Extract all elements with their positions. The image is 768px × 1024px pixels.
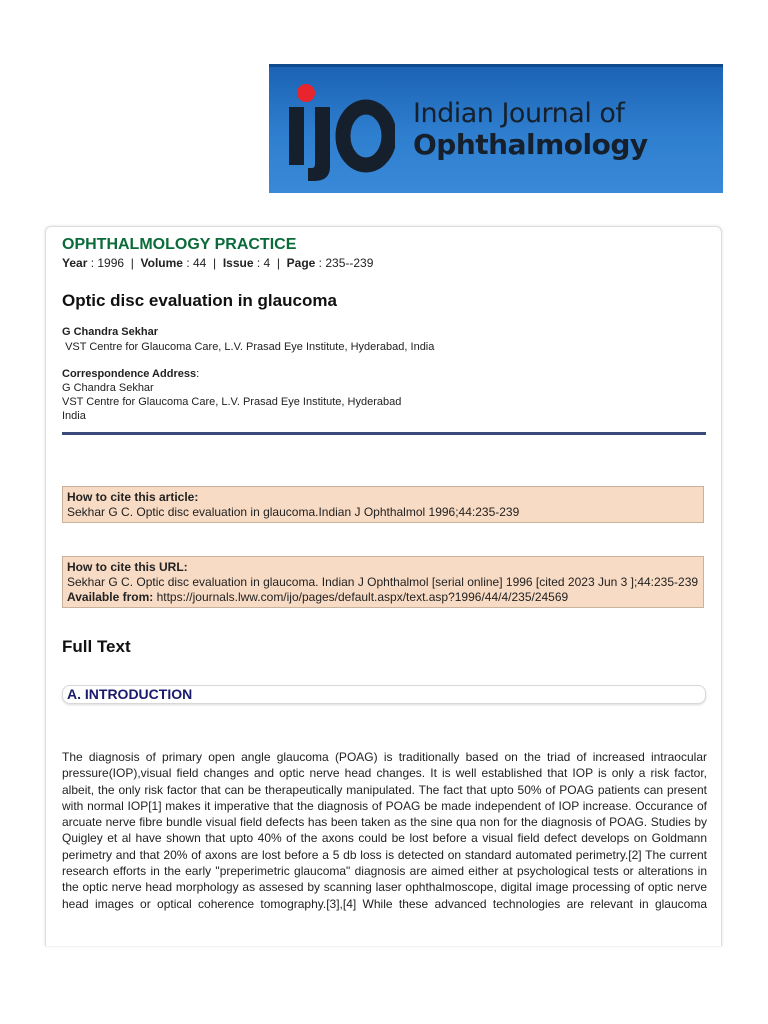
correspondence-name: G Chandra Sekhar (62, 382, 154, 394)
article-body (62, 749, 707, 912)
article-panel (45, 226, 722, 946)
body-line: Quigley et al have shown that upto 40% of the axons could be lost before a visual field defect develops on Goldmann (62, 831, 707, 846)
journal-name-line1: Indian Journal of (413, 98, 625, 129)
body-line: The diagnosis of primary open angle glaucoma (POAG) is traditionally based on the triad of increased intraocular (62, 750, 707, 764)
body-line: with normal IOP[1] makes it imperative that the diagnosis of POAG be made independent of IOP increase. Occurance of (62, 798, 707, 813)
author-affiliation: VST Centre for Glaucoma Care, L.V. Prasad Eye Institute, Hyderabad, India (65, 341, 435, 353)
cite-url-box (62, 556, 704, 608)
correspondence-address-line: VST Centre for Glaucoma Care, L.V. Prasad Eye Institute, Hyderabad (62, 396, 402, 408)
article-section-label: OPHTHALMOLOGY PRACTICE (62, 236, 297, 253)
cite-url-label: How to cite this URL: (67, 560, 188, 574)
body-line: perimetry and that 20% of axons are lost before a 5 db loss is detected on standard automated perimetry.[2] The current (62, 847, 707, 862)
cite-url-text: Sekhar G C. Optic disc evaluation in glaucoma. Indian J Ophthalmol [serial online] 1996 [cited 2023 Jun 3 ];44:235-239 (67, 575, 699, 589)
page-value: 235--239 (325, 256, 374, 270)
cite-article-label: How to cite this article: (67, 490, 199, 504)
cite-url-link[interactable]: https://journals.lww.com/ijo/pages/default.aspx/text.asp?1996/44/4/235/24569 (156, 590, 569, 604)
year-label: Year (62, 256, 88, 270)
section-intro-heading: A. INTRODUCTION (67, 686, 193, 702)
journal-banner[interactable] (269, 64, 723, 193)
volume-value: 44 (193, 256, 207, 270)
cite-article-box (62, 486, 704, 523)
journal-name-line2: Ophthalmology (413, 128, 648, 161)
article-meta: Year : 1996 | Volume : 44 | Issue : 4 | Page : 235--239 (62, 256, 374, 270)
cite-url-available (67, 590, 699, 605)
correspondence-address: Correspondence Address: G Chandra Sekhar VST Centre for Glaucoma Care, L.V. Prasad Eye Institute, Hyderabad India (62, 368, 402, 422)
body-line: head images or optical coherence tomography.[3],[4] While these advanced technologies are relevant in glaucoma (62, 896, 707, 911)
body-line: arcuate nerve fibre bundle visual field defects has been taken as the sine qua non for the diagnosis of POAG. Studies by (62, 815, 707, 830)
available-from-label: Available from: (67, 590, 154, 604)
body-line: albeit, the only risk factor that can be therapeutically manipulated. The fact that upto 50% of POAG patients can present (62, 782, 707, 797)
header-divider (62, 432, 706, 435)
body-line: the optic nerve head morphology as assesed by scanning laser ophthalmoscope, digital image processing of optic nerve (62, 880, 707, 895)
full-text-heading: Full Text (62, 637, 131, 656)
body-line: pressure(IOP),visual field changes and optic nerve head changes. It is well established that IOP is only a risk factor, (62, 766, 707, 781)
article-title: Optic disc evaluation in glaucoma (62, 291, 337, 310)
volume-label: Volume (140, 256, 183, 270)
ijo-logo-icon (289, 81, 395, 181)
cite-article-text: Sekhar G C. Optic disc evaluation in glaucoma.Indian J Ophthalmol 1996;44:235-239 (67, 505, 520, 519)
section-intro-bar[interactable] (62, 685, 706, 704)
journal-name (413, 100, 648, 159)
issue-label: Issue (222, 256, 254, 270)
author-name[interactable]: G Chandra Sekhar (62, 326, 158, 338)
correspondence-country: India (62, 410, 86, 422)
year-value: 1996 (97, 256, 125, 270)
correspondence-label: Correspondence Address (62, 368, 197, 380)
body-line: research efforts in the early "preperimetric glaucoma" diagnosis are aimed either at psychological tests or alterations in (62, 864, 707, 879)
issue-value: 4 (263, 256, 271, 270)
page-label: Page (286, 256, 316, 270)
